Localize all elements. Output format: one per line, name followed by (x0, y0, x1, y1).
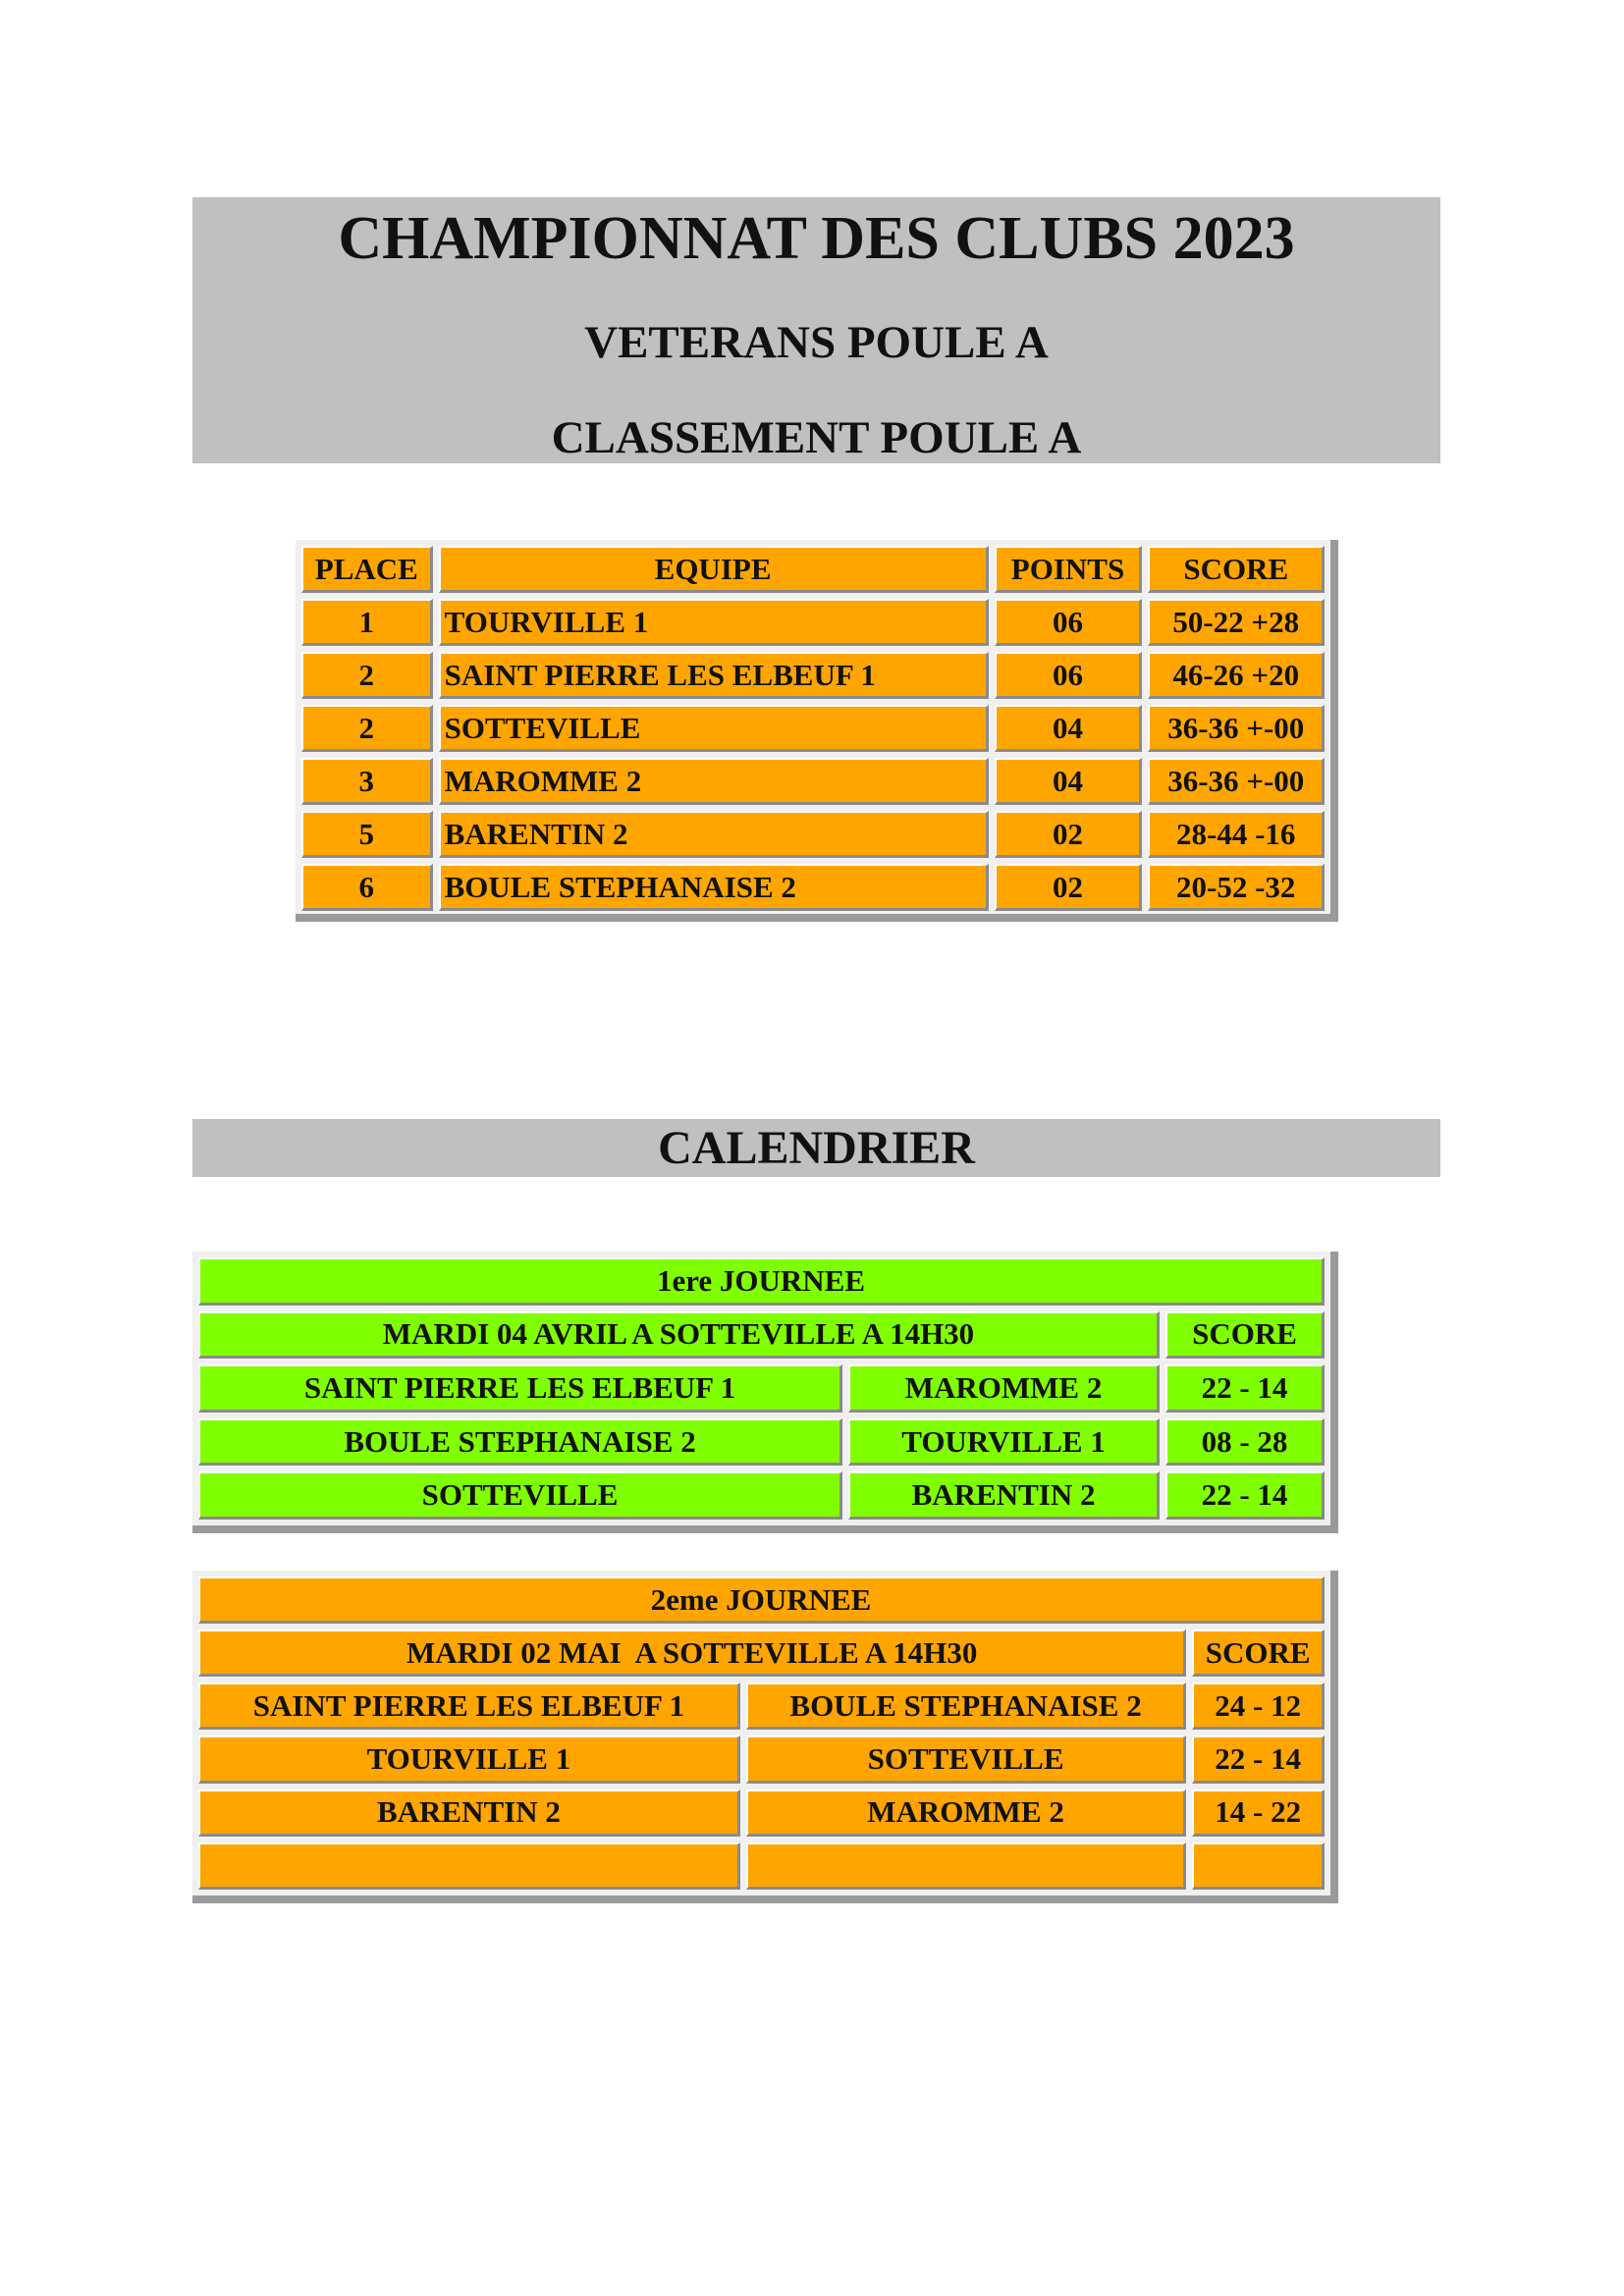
table-row (198, 1471, 1325, 1520)
ranking-place: 6 (301, 864, 433, 911)
match-away-team: SOTTEVILLE (746, 1735, 1187, 1783)
ranking-points: 04 (995, 705, 1143, 752)
matchday-2-table (192, 1571, 1338, 1903)
page-title: CHAMPIONNAT DES CLUBS 2023 (338, 205, 1295, 272)
column-header-score: SCORE (1192, 1629, 1325, 1677)
column-header-team: EQUIPE (439, 546, 989, 593)
ranking-score: 50-22 +28 (1148, 599, 1325, 646)
ranking-points: 04 (995, 758, 1143, 805)
ranking-team: BOULE STEPHANAISE 2 (439, 864, 989, 911)
matchday-1-table (192, 1252, 1338, 1533)
column-header-place: PLACE (301, 546, 433, 593)
table-row (198, 1682, 1325, 1730)
match-home-team: BOULE STEPHANAISE 2 (198, 1418, 842, 1467)
match-score: 14 - 22 (1192, 1789, 1325, 1837)
header-banner (192, 197, 1440, 463)
match-away-team (746, 1842, 1187, 1890)
match-away-team: MAROMME 2 (746, 1789, 1187, 1837)
table-row (301, 705, 1325, 752)
ranking-team: TOURVILLE 1 (439, 599, 989, 646)
column-header-points: POINTS (995, 546, 1143, 593)
calendar-title: CALENDRIER (192, 1119, 1440, 1177)
matchday-title-row (198, 1576, 1325, 1624)
ranking-points: 02 (995, 864, 1143, 911)
matchday-info: MARDI 02 MAI A SOTTEVILLE A 14H30 (198, 1629, 1186, 1677)
column-header-score: SCORE (1165, 1311, 1325, 1360)
table-row (198, 1418, 1325, 1467)
match-home-team: TOURVILLE 1 (198, 1735, 740, 1783)
match-away-team: MAROMME 2 (848, 1364, 1160, 1413)
match-home-team: SOTTEVILLE (198, 1471, 842, 1520)
column-header-score: SCORE (1148, 546, 1325, 593)
ranking-points: 06 (995, 652, 1143, 699)
ranking-score: 46-26 +20 (1148, 652, 1325, 699)
matchday-info-row (198, 1629, 1325, 1677)
ranking-score: 36-36 +-00 (1148, 705, 1325, 752)
match-home-team (198, 1842, 740, 1890)
match-score: 22 - 14 (1165, 1364, 1325, 1413)
ranking-score: 28-44 -16 (1148, 811, 1325, 858)
match-home-team: SAINT PIERRE LES ELBEUF 1 (198, 1364, 842, 1413)
ranking-place: 3 (301, 758, 433, 805)
ranking-points: 02 (995, 811, 1143, 858)
table-row (198, 1842, 1325, 1890)
table-row (301, 652, 1325, 699)
table-row (301, 599, 1325, 646)
ranking-header-row (301, 546, 1325, 593)
match-away-team: TOURVILLE 1 (848, 1418, 1160, 1467)
matchday-title-row (198, 1257, 1325, 1306)
ranking-table (296, 540, 1338, 922)
ranking-team: SAINT PIERRE LES ELBEUF 1 (439, 652, 989, 699)
match-score (1192, 1842, 1325, 1890)
table-row (198, 1364, 1325, 1413)
match-score: 08 - 28 (1165, 1418, 1325, 1467)
table-row (301, 811, 1325, 858)
table-row (301, 758, 1325, 805)
ranking-score: 36-36 +-00 (1148, 758, 1325, 805)
ranking-place: 2 (301, 652, 433, 699)
match-away-team: BARENTIN 2 (848, 1471, 1160, 1520)
table-row (301, 864, 1325, 911)
matchday-title: 1ere JOURNEE (198, 1257, 1325, 1306)
table-row (198, 1789, 1325, 1837)
match-home-team: SAINT PIERRE LES ELBEUF 1 (198, 1682, 740, 1730)
ranking-place: 5 (301, 811, 433, 858)
match-score: 22 - 14 (1165, 1471, 1325, 1520)
matchday-info-row (198, 1311, 1325, 1360)
ranking-team: BARENTIN 2 (439, 811, 989, 858)
match-home-team: BARENTIN 2 (198, 1789, 740, 1837)
ranking-place: 1 (301, 599, 433, 646)
ranking-place: 2 (301, 705, 433, 752)
match-away-team: BOULE STEPHANAISE 2 (746, 1682, 1187, 1730)
match-score: 22 - 14 (1192, 1735, 1325, 1783)
ranking-team: MAROMME 2 (439, 758, 989, 805)
page-subtitle-category: VETERANS POULE A (584, 317, 1049, 368)
ranking-points: 06 (995, 599, 1143, 646)
ranking-score: 20-52 -32 (1148, 864, 1325, 911)
ranking-team: SOTTEVILLE (439, 705, 989, 752)
table-row (198, 1735, 1325, 1783)
matchday-title: 2eme JOURNEE (198, 1576, 1325, 1624)
matchday-info: MARDI 04 AVRIL A SOTTEVILLE A 14H30 (198, 1311, 1160, 1360)
match-score: 24 - 12 (1192, 1682, 1325, 1730)
page-subtitle-ranking: CLASSEMENT POULE A (551, 412, 1082, 463)
